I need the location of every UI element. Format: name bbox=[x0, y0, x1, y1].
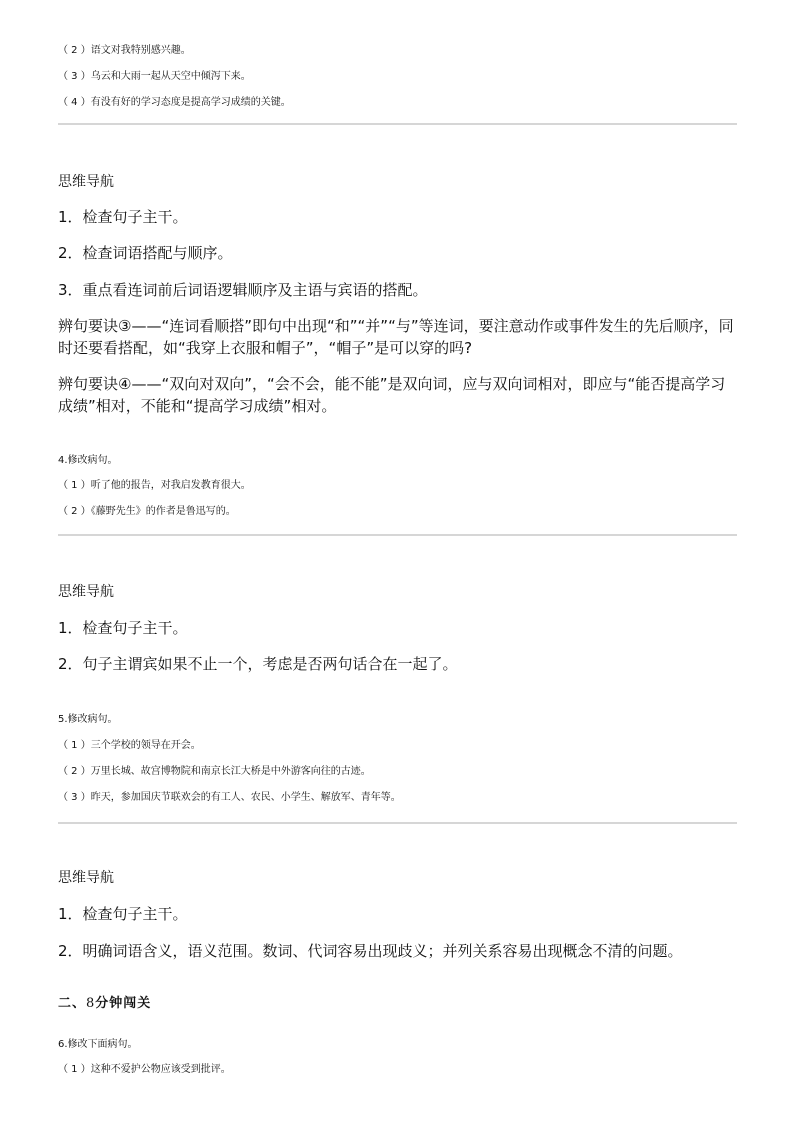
guide-point: 2．明确词语含义，语义范围。数词、代词容易出现歧义；并列关系容易出现概念不清的问题。 bbox=[58, 942, 683, 960]
sentence-item: （ 1 ）三个学校的领导在开会。 bbox=[58, 740, 201, 751]
sentence-item: （ 2 ）《藤野先生》的作者是鲁迅写的。 bbox=[58, 506, 236, 517]
sentence-item: （ 1 ）听了他的报告，对我启发教育很大。 bbox=[58, 480, 251, 491]
sentence-item: （ 4 ）有没有好的学习态度是提高学习成绩的关键。 bbox=[58, 97, 291, 108]
guide-point: 1．检查句子主干。 bbox=[58, 208, 188, 226]
sentence-item: （ 2 ）万里长城、故宫博物院和南京长江大桥是中外游客向往的古迹。 bbox=[58, 766, 371, 777]
guide-title: 思维导航 bbox=[58, 870, 114, 886]
divider bbox=[58, 822, 737, 824]
question-title: 6.修改下面病句。 bbox=[58, 1039, 138, 1050]
question-title: 5.修改病句。 bbox=[58, 714, 118, 725]
section-prefix: 二、 bbox=[58, 996, 87, 1011]
guide-title: 思维导航 bbox=[58, 584, 114, 600]
tip-paragraph: 辨句要诀④——“双向对双向”，“会不会，能不能”是双向词，应与双向词相对，即应与“能否提高学习成绩”相对，不能和“提高学习成绩”相对。 bbox=[58, 375, 726, 415]
guide-point: 1．检查句子主干。 bbox=[58, 905, 188, 923]
guide-title: 思维导航 bbox=[58, 174, 114, 190]
divider bbox=[58, 534, 737, 536]
sentence-item: （ 3 ）乌云和大雨一起从天空中倾泻下来。 bbox=[58, 71, 251, 82]
question-title: 4.修改病句。 bbox=[58, 455, 118, 466]
guide-point: 1．检查句子主干。 bbox=[58, 619, 188, 637]
sentence-item: （ 2 ）语文对我特别感兴趣。 bbox=[58, 45, 191, 56]
section-heading bbox=[58, 995, 151, 1013]
guide-point: 3．重点看连词前后词语逻辑顺序及主语与宾语的搭配。 bbox=[58, 281, 428, 299]
section-number: 8 bbox=[86, 996, 96, 1011]
tip-paragraph: 辨句要诀③——“连词看顺搭”即句中出现“和”“并”“与”等连词，要注意动作或事件发生的先后顺序，同时还要看搭配，如“我穿上衣服和帽子”，“帽子”是可以穿的吗? bbox=[58, 317, 734, 357]
guide-point: 2．句子主谓宾如果不止一个，考虑是否两句话合在一起了。 bbox=[58, 655, 458, 673]
sentence-item: （ 1 ）这种不爱护公物应该受到批评。 bbox=[58, 1064, 231, 1075]
divider bbox=[58, 123, 737, 125]
sentence-item: （ 3 ）昨天，参加国庆节联欢会的有工人、农民、小学生、解放军、青年等。 bbox=[58, 792, 401, 803]
guide-point: 2．检查词语搭配与顺序。 bbox=[58, 244, 233, 262]
section-suffix: 分钟闯关 bbox=[95, 996, 152, 1011]
